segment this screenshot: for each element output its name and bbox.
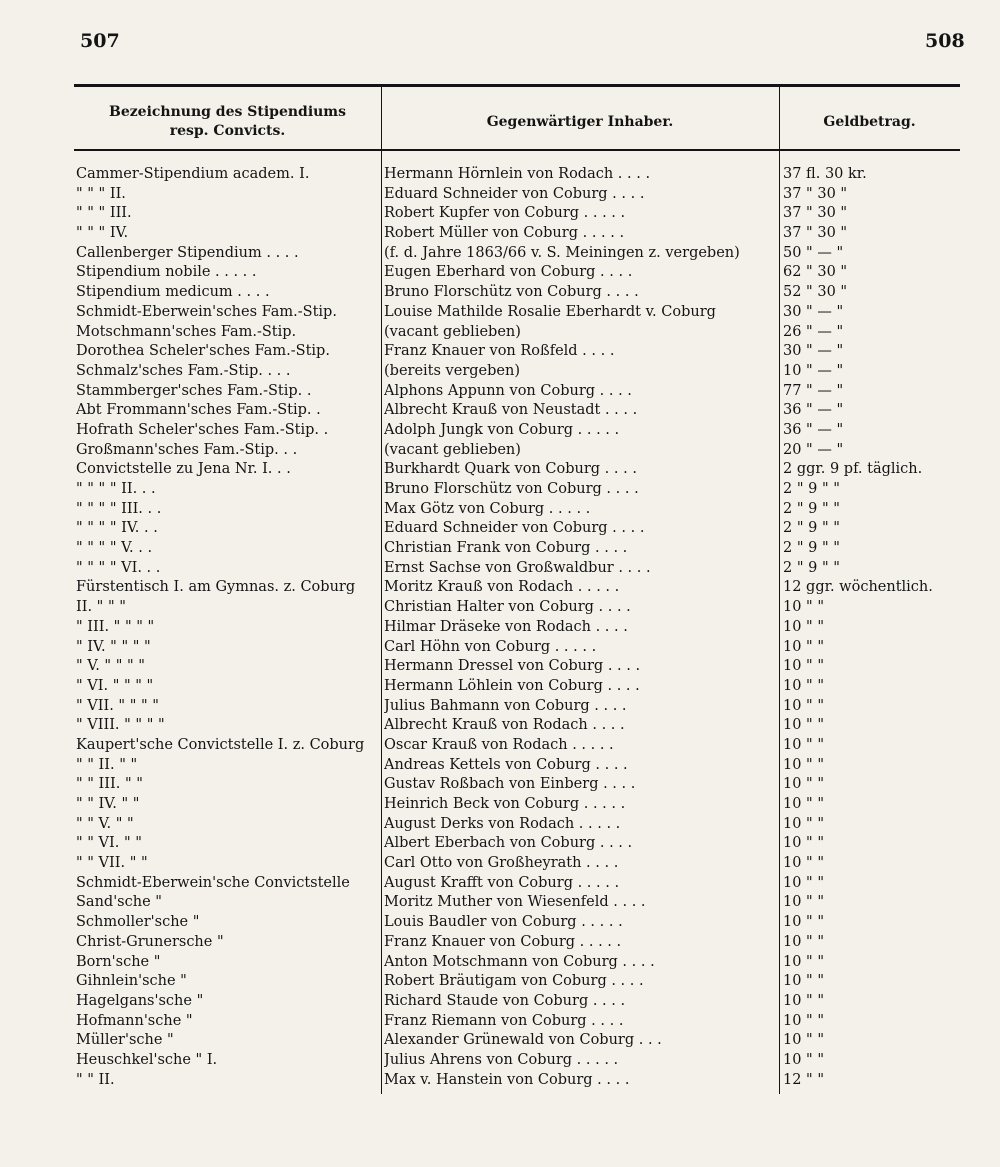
table-row: [0, 560, 1000, 580]
holder-cell: Christian Frank von Coburg . . . .: [384, 540, 628, 557]
stipend-name-cell: " " " " III. . .: [76, 500, 162, 517]
stipend-name-cell: " " " " II. . .: [76, 481, 156, 497]
amount-cell: 10 " ": [783, 894, 825, 911]
amount-cell: 10 " ": [783, 815, 825, 832]
table-row: [0, 914, 1000, 934]
holder-cell: Ernst Sachse von Großwaldbur . . . .: [384, 559, 651, 576]
table-row: [0, 1032, 1000, 1052]
stipend-name-cell: " V. " " " ": [76, 658, 145, 675]
amount-cell: 10 " ": [783, 933, 825, 950]
amount-cell: 10 " ": [783, 697, 825, 714]
stipend-name-cell: Hagelgans'sche ": [76, 992, 204, 1009]
table-row: [0, 993, 1000, 1013]
header-current-holder: [381, 96, 779, 148]
table-row: [0, 481, 1000, 501]
stipend-name-cell: Stammberger'sches Fam.-Stip. .: [76, 382, 312, 399]
stipend-name-cell: " " " II.: [76, 185, 126, 202]
stipend-name-cell: II. " " ": [76, 599, 126, 616]
table-top-rule: [74, 84, 960, 87]
amount-cell: 10 " ": [783, 835, 825, 852]
stipend-name-cell: " " " " IV. . .: [76, 520, 158, 537]
stipend-name-cell: " " VI. " ": [76, 835, 142, 852]
table-header-rule: [74, 149, 960, 151]
amount-cell: 10 " ": [783, 776, 825, 793]
holder-cell: Louise Mathilde Rosalie Eberhardt v. Coburg: [384, 303, 716, 320]
holder-cell: Franz Riemann von Coburg . . . .: [384, 1012, 624, 1029]
stipend-name-cell: " VIII. " " " ": [76, 717, 165, 734]
stipend-name-cell: " " VII. " ": [76, 855, 148, 872]
amount-cell: 20 " — ": [783, 441, 844, 458]
amount-cell: 10 " ": [783, 1051, 825, 1068]
table-row: [0, 619, 1000, 639]
holder-cell: Albert Eberbach von Coburg . . . .: [384, 835, 633, 852]
amount-cell: 10 " ": [783, 973, 825, 990]
holder-cell: (vacant geblieben): [384, 323, 521, 340]
stipend-name-cell: Hofrath Scheler'sches Fam.-Stip. .: [76, 421, 329, 438]
amount-cell: 2 ggr. 9 pf. täglich.: [783, 461, 923, 478]
holder-cell: Julius Ahrens von Coburg . . . . .: [384, 1051, 619, 1068]
amount-cell: 10 " ": [783, 677, 825, 694]
holder-cell: August Krafft von Coburg . . . . .: [384, 874, 620, 891]
table-row: [0, 245, 1000, 265]
stipend-name-cell: Motschmann'sches Fam.-Stip.: [76, 323, 297, 340]
amount-cell: 2 " 9 " ": [783, 500, 840, 517]
table-row: [0, 1013, 1000, 1033]
stipend-name-cell: Stipendium medicum . . . .: [76, 284, 270, 301]
holder-cell: Alexander Grünewald von Coburg . . .: [384, 1032, 662, 1049]
stipend-name-cell: Abt Frommann'sches Fam.-Stip. .: [76, 402, 321, 419]
page-number-right: 508: [925, 30, 965, 52]
holder-cell: Bruno Florschütz von Coburg . . . .: [384, 481, 639, 497]
stipend-name-cell: " " V. " ": [76, 815, 134, 832]
holder-cell: Franz Knauer von Coburg . . . . .: [384, 933, 622, 950]
table-row: [0, 678, 1000, 698]
holder-cell: Robert Bräutigam von Coburg . . . .: [384, 973, 644, 990]
amount-cell: 50 " — ": [783, 244, 844, 261]
amount-cell: 10 " ": [783, 953, 825, 970]
amount-cell: 37 " 30 ": [783, 185, 848, 202]
table-row: [0, 383, 1000, 403]
amount-cell: 30 " — ": [783, 343, 844, 360]
table-row: [0, 855, 1000, 875]
amount-cell: 37 fl. 30 kr.: [783, 166, 867, 182]
amount-cell: 10 " ": [783, 855, 825, 872]
table-row: [0, 934, 1000, 954]
table-row: [0, 737, 1000, 757]
stipend-name-cell: Schmalz'sches Fam.-Stip. . . .: [76, 362, 291, 379]
holder-cell: Albrecht Krauß von Neustadt . . . .: [384, 402, 638, 419]
stipend-name-cell: Callenberger Stipendium . . . .: [76, 244, 299, 261]
stipend-name-cell: Hofmann'sche ": [76, 1012, 193, 1029]
stipend-name-cell: " " III. " ": [76, 776, 143, 793]
holder-cell: Eduard Schneider von Coburg . . . .: [384, 185, 645, 202]
stipend-name-cell: Stipendium nobile . . . . .: [76, 264, 257, 281]
stipend-name-cell: " " " " V. . .: [76, 540, 153, 557]
table-row: [0, 363, 1000, 383]
holder-cell: Heinrich Beck von Coburg . . . . .: [384, 796, 626, 812]
amount-cell: 36 " — ": [783, 402, 844, 419]
amount-cell: 12 ggr. wöchentlich.: [783, 579, 933, 596]
table-row: [0, 442, 1000, 462]
stipend-name-cell: Schmoller'sche ": [76, 914, 200, 931]
amount-cell: 10 " ": [783, 914, 825, 931]
header-stipend-name-line2: resp. Convicts.: [169, 123, 286, 139]
stipend-name-cell: Convictstelle zu Jena Nr. I. . .: [76, 461, 291, 478]
stipend-name-cell: Dorothea Scheler'sches Fam.-Stip.: [76, 343, 330, 360]
amount-cell: 10 " ": [783, 717, 825, 734]
holder-cell: Carl Höhn von Coburg . . . . .: [384, 638, 597, 655]
amount-cell: 10 " ": [783, 638, 825, 655]
holder-cell: Max Götz von Coburg . . . . .: [384, 500, 591, 517]
holder-cell: Alphons Appunn von Coburg . . . .: [384, 382, 632, 399]
stipend-name-cell: Fürstentisch I. am Gymnas. z. Coburg: [76, 579, 356, 596]
table-row: [0, 520, 1000, 540]
amount-cell: 10 " ": [783, 599, 825, 616]
table-row: [0, 658, 1000, 678]
holder-cell: Moritz Krauß von Rodach . . . . .: [384, 579, 620, 596]
holder-cell: Robert Müller von Coburg . . . . .: [384, 225, 625, 242]
table-row: [0, 698, 1000, 718]
amount-cell: 10 " ": [783, 658, 825, 675]
holder-cell: Robert Kupfer von Coburg . . . . .: [384, 205, 626, 222]
amount-cell: 2 " 9 " ": [783, 520, 840, 537]
holder-cell: (vacant geblieben): [384, 441, 521, 458]
header-amount: [779, 96, 960, 148]
header-current-holder-label: Gegenwärtiger Inhaber.: [486, 113, 674, 130]
stipend-name-cell: Großmann'sches Fam.-Stip. . .: [76, 441, 298, 458]
stipend-name-cell: Heuschkel'sche " I.: [76, 1051, 218, 1068]
table-row: [0, 304, 1000, 324]
amount-cell: 30 " — ": [783, 303, 844, 320]
table-row: [0, 973, 1000, 993]
table-row: [0, 225, 1000, 245]
stipend-name-cell: " " " IV.: [76, 225, 129, 242]
amount-cell: 26 " — ": [783, 323, 844, 340]
page-number-left: 507: [80, 30, 120, 52]
stipend-name-cell: Kaupert'sche Convictstelle I. z. Coburg: [76, 736, 365, 753]
table-row: [0, 402, 1000, 422]
table-row: [0, 599, 1000, 619]
holder-cell: Andreas Kettels von Coburg . . . .: [384, 756, 628, 773]
stipend-name-cell: " III. " " " ": [76, 618, 155, 635]
holder-cell: Gustav Roßbach von Einberg . . . .: [384, 776, 636, 793]
table-row: [0, 166, 1000, 186]
stipend-name-cell: " " II.: [76, 1071, 115, 1088]
table-row: [0, 461, 1000, 481]
header-stipend-name: [74, 96, 381, 148]
header-stipend-name-line1: Bezeichnung des Stipendiums: [108, 104, 347, 120]
stipend-name-cell: Schmidt-Eberwein'sche Convictstelle: [76, 874, 350, 891]
table-row: [0, 757, 1000, 777]
stipend-name-cell: " VII. " " " ": [76, 697, 159, 714]
amount-cell: 10 " — ": [783, 362, 844, 379]
stipend-name-cell: Schmidt-Eberwein'sches Fam.-Stip.: [76, 303, 337, 320]
holder-cell: (f. d. Jahre 1863/66 v. S. Meiningen z. vergeben): [384, 244, 740, 261]
stipend-name-cell: " VI. " " " ": [76, 677, 154, 694]
amount-cell: 52 " 30 ": [783, 284, 848, 301]
table-row: [0, 501, 1000, 521]
table-row: [0, 186, 1000, 206]
holder-cell: Carl Otto von Großheyrath . . . .: [384, 855, 619, 872]
holder-cell: Adolph Jungk von Coburg . . . . .: [384, 421, 620, 438]
amount-cell: 37 " 30 ": [783, 205, 848, 222]
stipend-name-cell: Born'sche ": [76, 953, 161, 970]
holder-cell: Oscar Krauß von Rodach . . . . .: [384, 736, 614, 753]
stipend-name-cell: " " II. " ": [76, 756, 138, 773]
amount-cell: 36 " — ": [783, 421, 844, 438]
holder-cell: Burkhardt Quark von Coburg . . . .: [384, 461, 637, 478]
amount-cell: 2 " 9 " ": [783, 559, 840, 576]
holder-cell: Max v. Hanstein von Coburg . . . .: [384, 1071, 630, 1088]
table-row: [0, 1052, 1000, 1072]
stipend-name-cell: Sand'sche ": [76, 894, 162, 911]
holder-cell: Bruno Florschütz von Coburg . . . .: [384, 284, 639, 301]
holder-cell: Christian Halter von Coburg . . . .: [384, 599, 631, 616]
amount-cell: 10 " ": [783, 1032, 825, 1049]
holder-cell: Hermann Hörnlein von Rodach . . . .: [384, 166, 651, 182]
holder-cell: Richard Staude von Coburg . . . .: [384, 992, 626, 1009]
holder-cell: Hilmar Dräseke von Rodach . . . .: [384, 618, 628, 635]
table-row: [0, 639, 1000, 659]
table-row: [0, 717, 1000, 737]
stipend-table-body: [0, 166, 1000, 1091]
amount-cell: 10 " ": [783, 618, 825, 635]
amount-cell: 10 " ": [783, 736, 825, 753]
table-row: [0, 579, 1000, 599]
stipend-name-cell: Gihnlein'sche ": [76, 973, 187, 990]
header-amount-label: Geldbetrag.: [823, 113, 916, 130]
table-row: [0, 894, 1000, 914]
stipend-name-cell: Cammer-Stipendium academ. I.: [76, 166, 310, 182]
amount-cell: 37 " 30 ": [783, 225, 848, 242]
holder-cell: Eugen Eberhard von Coburg . . . .: [384, 264, 633, 281]
table-row: [0, 422, 1000, 442]
table-row: [0, 776, 1000, 796]
stipend-name-cell: " IV. " " " ": [76, 638, 151, 655]
holder-cell: Albrecht Krauß von Rodach . . . .: [384, 717, 625, 734]
table-row: [0, 205, 1000, 225]
table-row: [0, 835, 1000, 855]
amount-cell: 2 " 9 " ": [783, 481, 840, 497]
table-row: [0, 954, 1000, 974]
table-row: [0, 343, 1000, 363]
stipend-name-cell: " " IV. " ": [76, 796, 140, 812]
holder-cell: Hermann Löhlein von Coburg . . . .: [384, 677, 640, 694]
amount-cell: 10 " ": [783, 1012, 825, 1029]
holder-cell: Eduard Schneider von Coburg . . . .: [384, 520, 645, 537]
amount-cell: 10 " ": [783, 992, 825, 1009]
amount-cell: 62 " 30 ": [783, 264, 848, 281]
table-row: [0, 324, 1000, 344]
stipend-name-cell: " " " III.: [76, 205, 132, 222]
holder-cell: Franz Knauer von Roßfeld . . . .: [384, 343, 615, 360]
stipend-name-cell: Christ-Grunersche ": [76, 933, 224, 950]
table-row: [0, 816, 1000, 836]
amount-cell: 10 " ": [783, 796, 825, 812]
amount-cell: 2 " 9 " ": [783, 540, 840, 557]
amount-cell: 10 " ": [783, 756, 825, 773]
table-row: [0, 284, 1000, 304]
stipend-name-cell: Müller'sche ": [76, 1032, 174, 1049]
table-row: [0, 1072, 1000, 1092]
amount-cell: 12 " ": [783, 1071, 825, 1088]
holder-cell: Louis Baudler von Coburg . . . . .: [384, 914, 623, 931]
amount-cell: 10 " ": [783, 874, 825, 891]
table-row: [0, 264, 1000, 284]
stipend-name-cell: " " " " VI. . .: [76, 559, 161, 576]
holder-cell: (bereits vergeben): [384, 362, 520, 379]
holder-cell: Hermann Dressel von Coburg . . . .: [384, 658, 641, 675]
table-row: [0, 796, 1000, 816]
table-row: [0, 875, 1000, 895]
holder-cell: Moritz Muther von Wiesenfeld . . . .: [384, 894, 646, 911]
holder-cell: Anton Motschmann von Coburg . . . .: [384, 953, 655, 970]
table-row: [0, 540, 1000, 560]
holder-cell: Julius Bahmann von Coburg . . . .: [384, 697, 627, 714]
holder-cell: August Derks von Rodach . . . . .: [384, 815, 621, 832]
amount-cell: 77 " — ": [783, 382, 844, 399]
